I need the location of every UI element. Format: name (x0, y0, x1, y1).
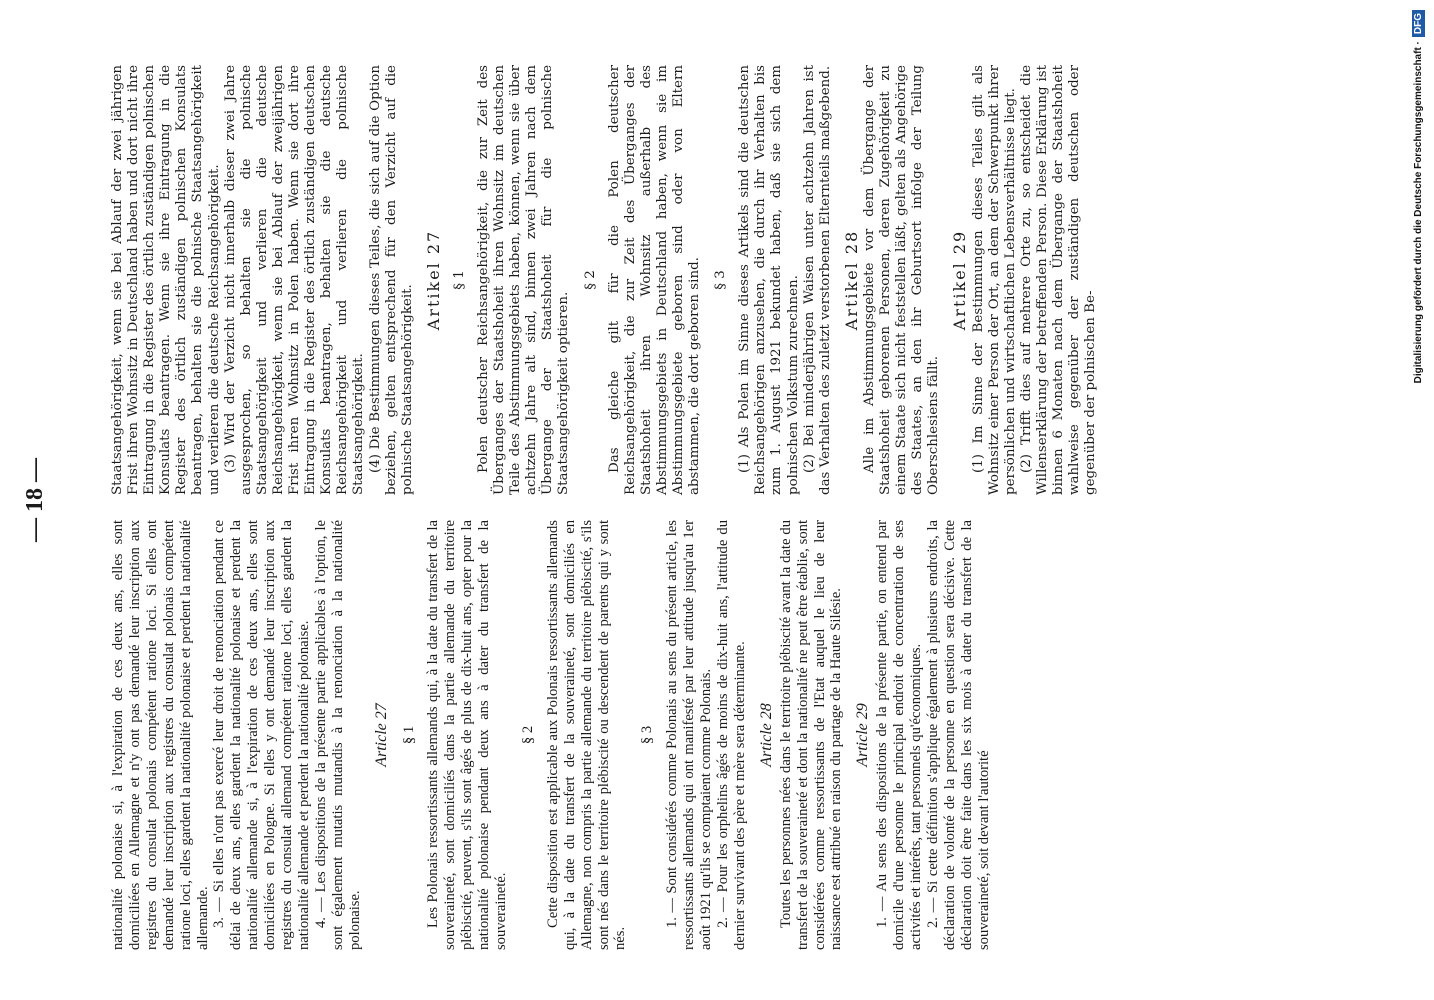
credit-text: Digitalisierung gefördert durch die Deutsche Forschungsgemeinschaft · (1413, 41, 1424, 384)
fr-paragraph-4: 4. — Les dispositions de la présente partie applicables à l'option, le sont également mutatis mutandis à la renonciation à la nationalité polonaise. (312, 520, 363, 950)
fr-article-27-section-1-text: Les Polonais ressortissants allemands qui, à la date du transfert de la souveraineté, sont domiciliés dans la partie allemande du territoire plébiscité, peuvent, s'ils sont âgés de plus de dix-huit ans, opter pour la nationalité polonaise pendant deux ans à dater du transfert de la souveraineté. (425, 520, 510, 950)
fr-section-1-heading: § 1 (400, 725, 417, 745)
dfg-logo: DFG (1412, 10, 1425, 37)
fr-section-3-heading: § 3 (639, 725, 656, 745)
de-article-29-item-1: (1) Im Sinne der Bestimmungen dieses Teiles gilt als Wohnsitz einer Person der Ort, an dem der Schwerpunkt ihrer persönlichen und wirtschaftlichen Lebensverhältnisse liegt. (970, 65, 1018, 495)
fr-article-29-item-1: 1. — Au sens des dispositions de la présente partie, on entend par domicile d'une personne le principal endroit de concentration de ses activités et intérêts, tant personnels qu'économiques. (874, 520, 925, 950)
fr-article-29-heading: Article 29 (854, 703, 872, 767)
de-section-2-heading: § 2 (582, 270, 598, 290)
de-article-27-section-3-item-1: (1) Als Polen im Sinne dieses Artikels sind die deutschen Reichsangehörigen anzusehen, die durch ihr Verhalten bis zum 1. August 1921 bekundet haben, daß sie sich dem polnischen Volkstum zurechnen. (737, 65, 801, 495)
de-article-27-section-3-item-2: (2) Bei minderjährigen Waisen unter achtzehn Jahren ist das Verhalten des zuletzt verstorbenen Elternteils maßgebend. (801, 65, 833, 495)
fr-article-27-section-2-text: Cette disposition est applicable aux Polonais ressortissants allemands qui, à la date du transfert de la souveraineté, sont domiciliés en Allemagne, non compris la partie allemande du territoire plébiscité, s'ils sont nés dans le territoire plébiscité ou descendent de parents qui y sont nés. (544, 520, 629, 950)
fr-article-29-item-2: 2. — Si cette définition s'applique également à plusieurs endroits, la déclaration de volonté de la personne en question sera décisive. Cette déclaration doit être faite dans les six mois à dater du transfert de la souveraineté, soit devant l'autorité (924, 520, 992, 950)
fr-article-28-heading: Article 28 (757, 703, 775, 767)
de-article-28-text: Alle im Abstimmungsgebiete vor dem Übergange der Staatshoheit geborenen Personen, deren Zugehörigkeit zu einem Staate sich nicht feststellen läßt, gelten als Angehörige des Staates, an den ihr Geburtsort infolge der Teilung Oberschlesiens fällt. (861, 65, 942, 495)
de-article-29-heading: Artikel 29 (950, 229, 970, 331)
de-article-27-section-2-text: Das gleiche gilt für die Polen deutscher Reichsangehörigkeit, die zur Zeit des Überganges der Staatshoheit ihren Wohnsitz außerhalb des Abstimmungsgebiets in Deutschland haben, wenn sie im Abstimmungsgebiete geboren sind oder von Eltern abstammen, die dort geboren sind. (606, 65, 703, 495)
de-article-27-heading: Artikel 27 (423, 229, 443, 331)
de-article-29-item-2: (2) Trifft dies auf mehrere Orte zu, so entscheidet die Willenserklärung der betreffenden Person. Diese Erklärung ist binnen 6 Monaten nach dem Übergange der Staatshoheit wahlweise gegenüber der zuständigen deutschen oder gegenüber der polnischen Be- (1018, 65, 1099, 495)
de-article-28-heading: Artikel 28 (841, 229, 861, 331)
french-column (110, 520, 993, 950)
de-paragraph-4: (4) Die Bestimmungen dieses Teiles, die sich auf die Option beziehen, gelten entsprechend für den Verzicht auf die polnische Staatsangehörigkeit. (367, 65, 415, 495)
page-number: — 18 — (22, 458, 48, 542)
fr-section-2-heading: § 2 (519, 725, 536, 745)
fr-paragraph-continuation: nationalité polonaise si, à l'expiration de ces deux ans, elles sont domiciliées en Allemagne et n'y ont pas demandé leur inscription aux registres du consulat polonais compétent ratione loci. Si elles ont demandé leur inscription aux registres du consulat polonais compétent ratione loci, elles gardent la nationalité polonaise et perdent la nationalité allemande. (110, 520, 211, 950)
fr-article-27-section-3-item-1: 1. — Sont considérés comme Polonais au sens du présent article, les ressortissants allemands qui ont manifesté par leur attitude jusqu'au 1er août 1921 qu'ils se comptaient comme Polonais. (664, 520, 715, 950)
de-section-3-heading: § 3 (713, 270, 729, 290)
fr-article-28-text: Toutes les personnes nées dans le territoire plébiscité avant la date du transfert de la souveraineté et dont la nationalité ne peut être établie, sont considérées comme ressortissants de l'Etat auquel le lieu de leur naissance est attribué en raison du partage de la Haute Silésie. (777, 520, 845, 950)
digitization-credit (1406, 10, 1432, 395)
de-section-1-heading: § 1 (451, 270, 467, 290)
de-paragraph-3: (3) Wird der Verzicht nicht innerhalb dieser zwei Jahre ausgesprochen, so behalten sie die polnische Staatsangehörigkeit und verlieren die deutsche Reichsangehörigkeit, wenn sie bei Ablauf der zweijährigen Frist ihren Wohnsitz in Polen haben. Wenn sie dort ihre Eintragung in die Register des örtlich zuständigen deutschen Konsulats beantragen, behalten sie die deutsche Reichsangehörigkeit und verlieren die polnische Staatsangehörigkeit. (222, 65, 367, 495)
fr-article-27-heading: Article 27 (372, 703, 390, 767)
credit-text-line (1406, 10, 1432, 395)
fr-article-27-section-3-item-2: 2. — Pour les orphelins âgés de moins de dix-huit ans, l'attitude du dernier survivant des père et mère sera déterminante. (715, 520, 748, 950)
fr-paragraph-3: 3. — Si elles n'ont pas exercé leur droit de renonciation pendant ce délai de deux ans, elles gardent la nationalité polonaise et perdent la nationalité allemande si, à l'expiration de ces deux ans, elles sont domiciliées en Pologne. Si elles y ont demandé leur inscription aux registres du consulat allemand compétent ratione loci, elles gardent la nationalité allemande et perdent la nationalité polonaise. (211, 520, 312, 950)
de-article-27-section-1-text: Polen deutscher Reichsangehörigkeit, die zur Zeit des Überganges der Staatshoheit ihren Wohnsitz im deutschen Teile des Abstimmungsgebiets haben, können, wenn sie über achtzehn Jahre alt sind, binnen zwei Jahren nach dem Übergange der Staatshoheit für die polnische Staatsangehörigkeit optieren. (475, 65, 572, 495)
german-column (110, 65, 1099, 495)
de-paragraph-continuation: Staatsangehörigkeit, wenn sie bei Ablauf der zwei jährigen Frist ihren Wohnsitz in Deutschland haben und dort nicht ihre Eintragung in die Register des örtlich zuständigen polnischen Konsulats beantragen. Wenn sie ihre Eintragung in die Register des örtlich zuständigen polnischen Konsulats beantragen, behalten sie die polnische Staatsangehörigkeit und verlieren die deutsche Reichsangehörigkeit. (110, 65, 222, 495)
